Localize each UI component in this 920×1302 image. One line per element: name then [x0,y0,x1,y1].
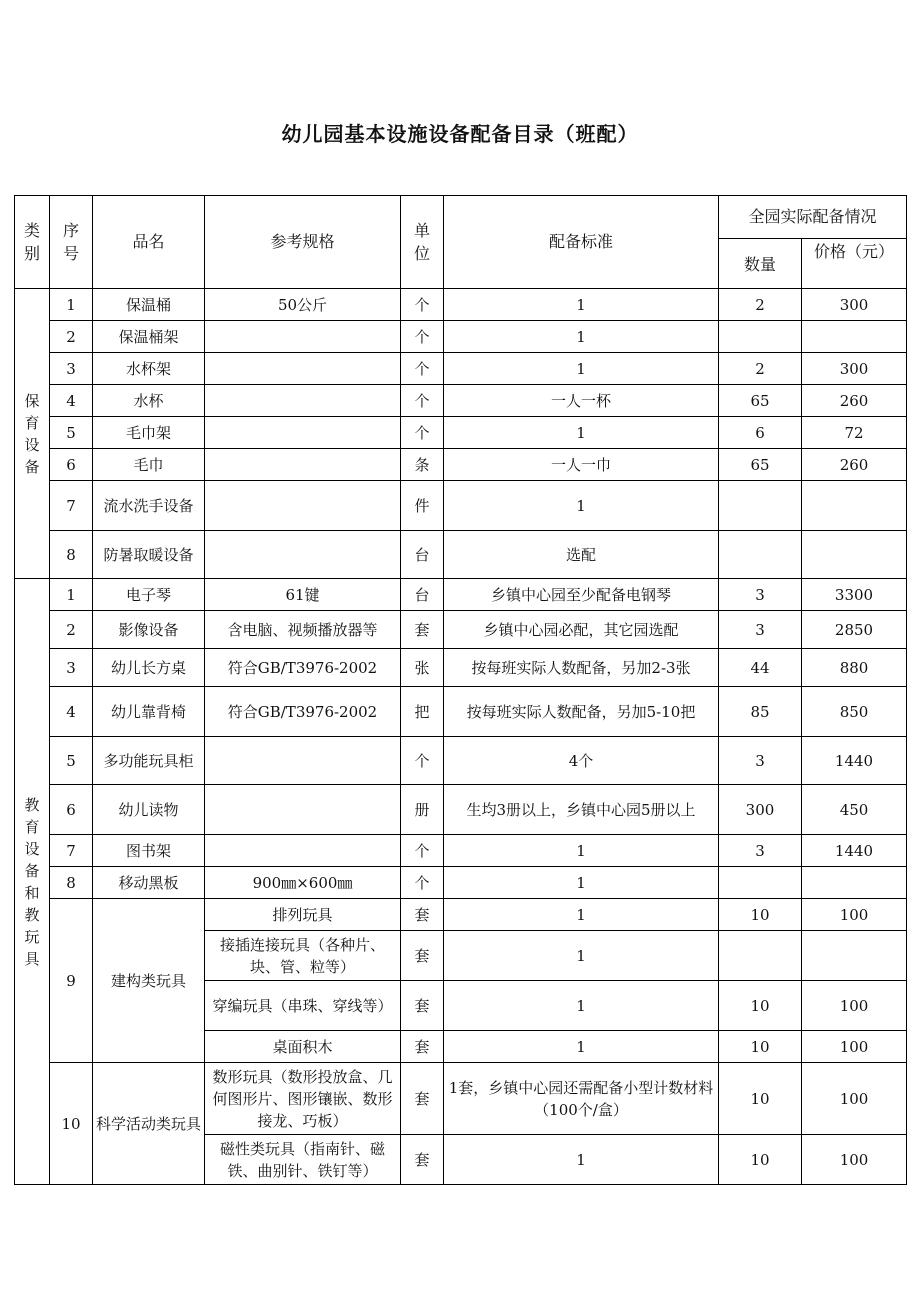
seq-cell: 7 [50,835,93,867]
price-cell: 260 [802,385,907,417]
seq-cell: 7 [50,481,93,531]
unit-cell: 个 [401,289,444,321]
table-row [15,449,907,481]
price-cell: 100 [802,1135,907,1185]
standard-cell: 1 [444,417,719,449]
seq-cell: 3 [50,649,93,687]
group-name-cell: 科学活动类玩具 [93,1063,205,1185]
header-standard: 配备标准 [444,196,719,289]
unit-cell: 个 [401,321,444,353]
unit-cell: 张 [401,649,444,687]
seq-cell: 8 [50,867,93,899]
name-cell: 幼儿靠背椅 [93,687,205,737]
header-spec: 参考规格 [205,196,401,289]
qty-cell: 10 [719,1135,802,1185]
seq-cell: 5 [50,737,93,785]
page-title: 幼儿园基本设施设备配备目录（班配） [281,122,639,146]
seq-cell: 4 [50,687,93,737]
header-unit: 单位 [401,196,444,289]
standard-cell: 1 [444,481,719,531]
price-cell: 72 [802,417,907,449]
table-row [15,353,907,385]
spec-cell [205,321,401,353]
standard-cell: 1 [444,289,719,321]
spec-cell: 61键 [205,579,401,611]
seq-cell: 1 [50,289,93,321]
table-row [15,649,907,687]
standard-cell: 按每班实际人数配备，另加2-3张 [444,649,719,687]
price-cell: 100 [802,1031,907,1063]
table-row [15,867,907,899]
seq-cell: 5 [50,417,93,449]
spec-cell: 符合GB/T3976-2002 [205,687,401,737]
qty-cell: 10 [719,1063,802,1135]
unit-cell: 套 [401,981,444,1031]
spec-cell: 符合GB/T3976-2002 [205,649,401,687]
qty-cell [719,931,802,981]
spec-cell: 磁性类玩具（指南针、磁铁、曲别针、铁钉等） [205,1135,401,1185]
table-row [15,785,907,835]
unit-cell: 个 [401,385,444,417]
table-row [15,579,907,611]
unit-cell: 个 [401,417,444,449]
qty-cell: 300 [719,785,802,835]
spec-cell: 900㎜×600㎜ [205,867,401,899]
table-row [15,385,907,417]
standard-cell: 生均3册以上，乡镇中心园5册以上 [444,785,719,835]
spec-cell [205,785,401,835]
price-cell: 850 [802,687,907,737]
qty-cell: 2 [719,353,802,385]
standard-cell: 乡镇中心园必配，其它园选配 [444,611,719,649]
qty-cell: 65 [719,449,802,481]
unit-cell: 台 [401,579,444,611]
price-cell: 880 [802,649,907,687]
table-body [15,289,907,1185]
qty-cell [719,321,802,353]
price-cell: 2850 [802,611,907,649]
seq-cell: 2 [50,611,93,649]
name-cell: 保温桶架 [93,321,205,353]
table-row [15,1063,907,1135]
spec-cell: 排列玩具 [205,899,401,931]
qty-cell: 10 [719,981,802,1031]
spec-cell [205,353,401,385]
standard-cell: 1 [444,835,719,867]
qty-cell [719,867,802,899]
standard-cell: 一人一杯 [444,385,719,417]
table-row [15,687,907,737]
name-cell: 保温桶 [93,289,205,321]
standard-cell: 1 [444,1135,719,1185]
unit-cell: 条 [401,449,444,481]
price-cell [802,321,907,353]
standard-cell: 1套，乡镇中心园还需配备小型计数材料（100个/盒） [444,1063,719,1135]
name-cell: 流水洗手设备 [93,481,205,531]
qty-cell: 3 [719,835,802,867]
unit-cell: 个 [401,353,444,385]
standard-cell: 一人一巾 [444,449,719,481]
price-cell [802,867,907,899]
spec-cell: 穿编玩具（串珠、穿线等） [205,981,401,1031]
seq-cell: 2 [50,321,93,353]
unit-cell: 册 [401,785,444,835]
spec-cell: 接插连接玩具（各种片、块、管、粒等） [205,931,401,981]
standard-cell: 乡镇中心园至少配备电钢琴 [444,579,719,611]
table-row [15,321,907,353]
qty-cell: 2 [719,289,802,321]
unit-cell: 件 [401,481,444,531]
unit-cell: 套 [401,1063,444,1135]
qty-cell: 10 [719,899,802,931]
spec-cell [205,531,401,579]
seq-cell: 3 [50,353,93,385]
standard-cell: 1 [444,981,719,1031]
name-cell: 移动黑板 [93,867,205,899]
standard-cell: 1 [444,321,719,353]
price-cell: 100 [802,981,907,1031]
spec-cell [205,449,401,481]
unit-cell: 把 [401,687,444,737]
standard-cell: 选配 [444,531,719,579]
header-name: 品名 [93,196,205,289]
standard-cell: 4个 [444,737,719,785]
price-cell [802,931,907,981]
qty-cell: 6 [719,417,802,449]
unit-cell: 个 [401,737,444,785]
qty-cell: 65 [719,385,802,417]
unit-cell: 套 [401,1031,444,1063]
seq-cell: 8 [50,531,93,579]
qty-cell: 3 [719,579,802,611]
price-cell: 1440 [802,737,907,785]
table-row [15,737,907,785]
table-header [15,196,907,289]
unit-cell: 台 [401,531,444,579]
unit-cell: 套 [401,899,444,931]
name-cell: 影像设备 [93,611,205,649]
seq-cell: 10 [50,1063,93,1185]
price-cell: 1440 [802,835,907,867]
spec-cell [205,737,401,785]
price-cell: 100 [802,899,907,931]
qty-cell [719,481,802,531]
qty-cell: 3 [719,737,802,785]
seq-cell: 6 [50,785,93,835]
name-cell: 毛巾架 [93,417,205,449]
qty-cell: 10 [719,1031,802,1063]
standard-cell: 按每班实际人数配备，另加5-10把 [444,687,719,737]
table-row [15,835,907,867]
qty-cell: 85 [719,687,802,737]
unit-cell: 套 [401,611,444,649]
seq-cell: 4 [50,385,93,417]
table-row [15,899,907,931]
name-cell: 电子琴 [93,579,205,611]
unit-cell: 套 [401,1135,444,1185]
standard-cell: 1 [444,353,719,385]
qty-cell: 3 [719,611,802,649]
seq-cell: 9 [50,899,93,1063]
unit-cell: 个 [401,867,444,899]
spec-cell: 50公斤 [205,289,401,321]
standard-cell: 1 [444,931,719,981]
spec-cell [205,417,401,449]
price-cell: 300 [802,353,907,385]
price-cell: 300 [802,289,907,321]
table-row [15,531,907,579]
name-cell: 多功能玩具柜 [93,737,205,785]
header-category: 类别 [15,196,50,289]
name-cell: 幼儿读物 [93,785,205,835]
equipment-table [14,195,907,1185]
name-cell: 水杯 [93,385,205,417]
header-seq: 序号 [50,196,93,289]
spec-cell: 含电脑、视频播放器等 [205,611,401,649]
name-cell: 防暑取暖设备 [93,531,205,579]
table-row [15,289,907,321]
header-actual: 全园实际配备情况 [719,196,907,239]
group-name-cell: 建构类玩具 [93,899,205,1063]
price-cell: 100 [802,1063,907,1135]
seq-cell: 1 [50,579,93,611]
category-edu: 教育设备和教玩具 [15,579,50,1185]
unit-cell: 个 [401,835,444,867]
table-row [15,481,907,531]
spec-cell [205,835,401,867]
table-row [15,611,907,649]
standard-cell: 1 [444,899,719,931]
header-qty: 数量 [719,239,802,289]
header-price: 价格（元） [802,239,907,289]
price-cell [802,531,907,579]
price-cell [802,481,907,531]
price-cell: 3300 [802,579,907,611]
spec-cell: 桌面积木 [205,1031,401,1063]
standard-cell: 1 [444,1031,719,1063]
spec-cell [205,481,401,531]
price-cell: 260 [802,449,907,481]
qty-cell [719,531,802,579]
name-cell: 毛巾 [93,449,205,481]
name-cell: 图书架 [93,835,205,867]
table-row [15,417,907,449]
name-cell: 幼儿长方桌 [93,649,205,687]
name-cell: 水杯架 [93,353,205,385]
standard-cell: 1 [444,867,719,899]
spec-cell [205,385,401,417]
category-care: 保育设备 [15,289,50,579]
unit-cell: 套 [401,931,444,981]
qty-cell: 44 [719,649,802,687]
spec-cell: 数形玩具（数形投放盒、几何图形片、图形镶嵌、数形接龙、巧板） [205,1063,401,1135]
seq-cell: 6 [50,449,93,481]
price-cell: 450 [802,785,907,835]
